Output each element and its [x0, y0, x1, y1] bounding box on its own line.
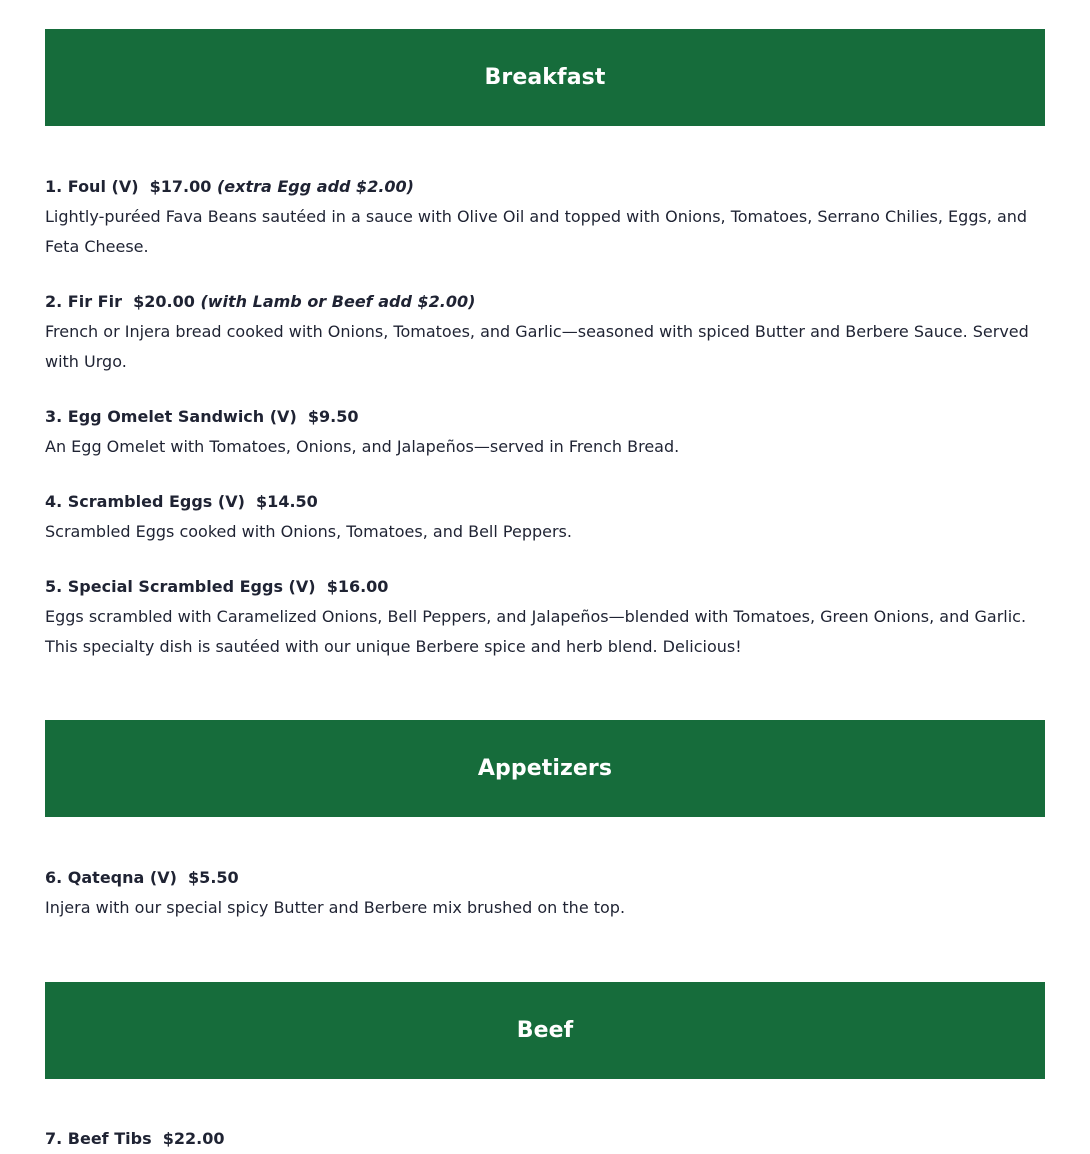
menu-item-price: $22.00 [162, 1129, 225, 1148]
menu-item-description: Injera with our special spicy Butter and Berbere mix brushed on the top. [45, 898, 626, 917]
menu-item-heading [45, 172, 1045, 202]
menu-item-price: $16.00 [326, 577, 389, 596]
menu-item-description: Scrambled Eggs cooked with Onions, Tomatoes, and Bell Peppers. [45, 522, 572, 541]
menu-item-heading [45, 402, 1045, 432]
menu-item-price: $14.50 [256, 492, 318, 511]
menu-item [45, 287, 1045, 377]
menu-item-name: 2. Fir Fir [45, 292, 122, 311]
section-title: Beef [516, 1018, 574, 1043]
menu-item-name: 1. Foul (V) [45, 177, 139, 196]
menu-item-name: 4. Scrambled Eggs (V) [45, 492, 245, 511]
menu-item-note: (with Lamb or Beef add $2.00) [200, 292, 476, 311]
section-title: Appetizers [477, 756, 613, 781]
section-header-beef [45, 982, 1045, 1079]
menu-item-heading [45, 1124, 1045, 1154]
menu-item [45, 1124, 1045, 1154]
menu-item [45, 863, 1045, 923]
menu-item-description: An Egg Omelet with Tomatoes, Onions, and Jalapeños—served in French Bread. [45, 437, 680, 456]
section-header-breakfast [45, 29, 1045, 126]
menu-item-price: $17.00 [149, 177, 212, 196]
section-title: Breakfast [484, 65, 606, 90]
menu-item-price: $9.50 [307, 407, 359, 426]
menu-item-heading [45, 863, 1045, 893]
menu-item [45, 402, 1045, 462]
menu-item-name: 6. Qateqna (V) [45, 868, 177, 887]
menu-item-price: $5.50 [188, 868, 239, 887]
menu-item-description: Lightly-puréed Fava Beans sautéed in a sauce with Olive Oil and topped with Onions, Tomatoes, Serrano Chilies, Eggs, and Feta Cheese. [45, 207, 1028, 256]
section-header-appetizers [45, 720, 1045, 817]
menu-item [45, 172, 1045, 262]
menu-item-name: 3. Egg Omelet Sandwich (V) [45, 407, 297, 426]
menu-item-heading [45, 572, 1045, 602]
menu-item-name: 7. Beef Tibs [45, 1129, 152, 1148]
menu-item-note: (extra Egg add $2.00) [216, 177, 414, 196]
menu-item-description: French or Injera bread cooked with Onions, Tomatoes, and Garlic—seasoned with spiced Butter and Berbere Sauce. Served with Urgo. [45, 322, 1029, 371]
menu-item-heading [45, 487, 1045, 517]
menu-item [45, 572, 1045, 662]
menu-item-description: Eggs scrambled with Caramelized Onions, Bell Peppers, and Jalapeños—blended with Tomatoes, Green Onions, and Garlic. This specialty dish is sautéed with our unique Berbere spice and herb blend. Delicious! [45, 607, 1027, 656]
menu-item [45, 487, 1045, 547]
menu-item-price: $20.00 [133, 292, 195, 311]
menu-item-name: 5. Special Scrambled Eggs (V) [45, 577, 316, 596]
menu-item-heading [45, 287, 1045, 317]
